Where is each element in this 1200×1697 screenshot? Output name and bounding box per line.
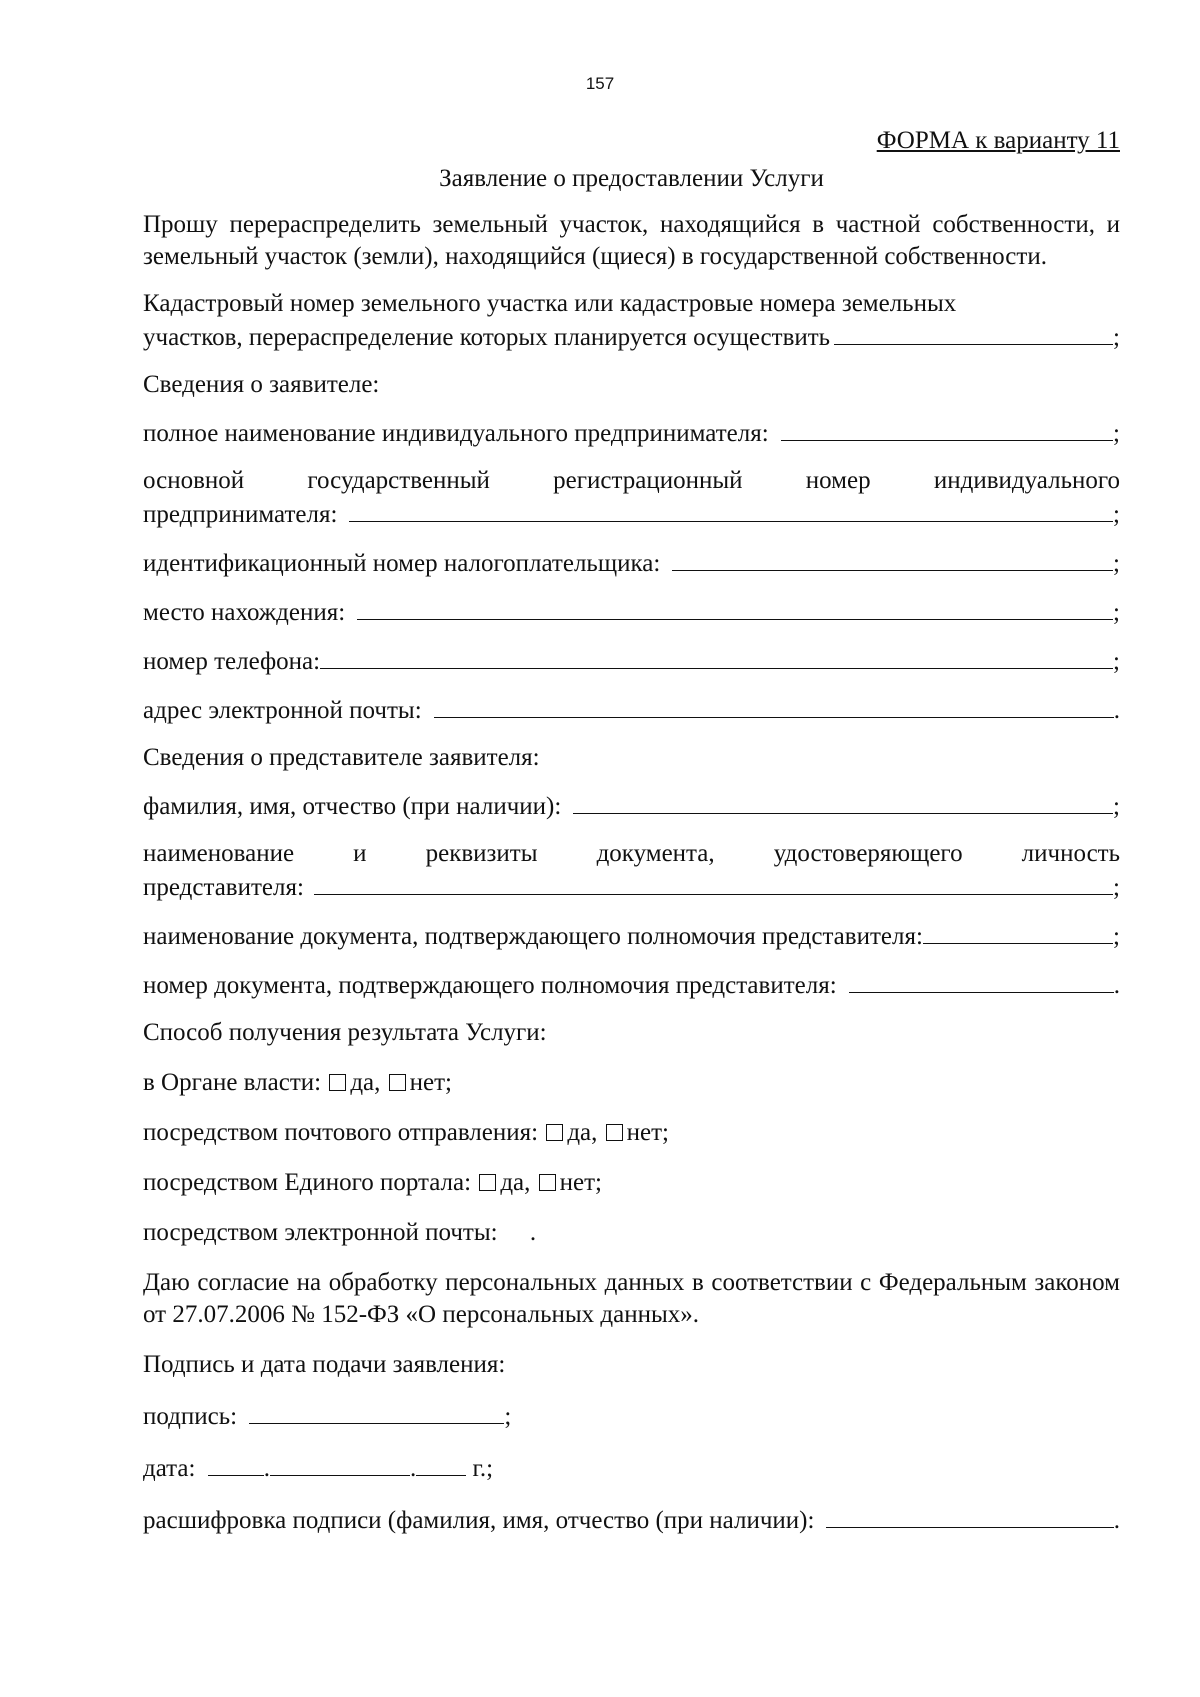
form-content	[143, 125, 1120, 1537]
post-no-checkbox[interactable]	[606, 1124, 623, 1141]
location-label: место нахождения:	[143, 599, 346, 626]
punct: .	[409, 1455, 417, 1482]
phone-label: номер телефона:	[143, 648, 321, 675]
punct: ;	[1113, 599, 1120, 626]
representative-heading: Сведения о представителе заявителя:	[143, 744, 540, 771]
ogrnip-field[interactable]	[349, 497, 1113, 522]
yes-label: да,	[567, 1119, 598, 1146]
full-name-row	[143, 416, 1120, 450]
decode-row	[143, 1503, 1120, 1537]
rep-id-field[interactable]	[314, 870, 1113, 895]
authority-num-label: номер документа, подтверждающего полномочия представителя:	[143, 972, 837, 999]
date-label: дата:	[143, 1455, 196, 1482]
sign-label: подпись:	[143, 1403, 238, 1430]
delivery-portal-label: посредством Единого портала:	[143, 1169, 472, 1196]
organ-yes-checkbox[interactable]	[329, 1074, 346, 1091]
yes-label: да,	[350, 1069, 381, 1096]
email-label: адрес электронной почты:	[143, 697, 422, 724]
delivery-post-row	[143, 1117, 1120, 1149]
punct: .	[263, 1455, 270, 1482]
date-year-field[interactable]	[416, 1451, 466, 1476]
rep-id-line1: наименование и реквизиты документа, удостоверяющего личность	[143, 840, 1120, 867]
full-name-label: полное наименование индивидуального предпринимателя:	[143, 420, 769, 447]
form-title: Заявление о предоставлении Услуги	[439, 165, 824, 192]
delivery-organ-row	[143, 1067, 1120, 1099]
rep-fio-row	[143, 789, 1120, 823]
authority-doc-label: наименование документа, подтверждающего полномочия представителя:	[143, 923, 923, 950]
delivery-organ-label: в Органе власти:	[143, 1069, 322, 1096]
punct: ;	[1113, 874, 1120, 901]
no-label: нет;	[559, 1169, 603, 1196]
rep-id-row	[143, 870, 1120, 904]
delivery-heading: Способ получения результата Услуги:	[143, 1019, 547, 1046]
no-label: нет;	[626, 1119, 670, 1146]
delivery-post-label: посредством почтового отправления:	[143, 1119, 539, 1146]
sign-field[interactable]	[249, 1399, 504, 1424]
punct: ;	[1113, 501, 1120, 528]
delivery-email-row	[143, 1217, 1120, 1249]
authority-doc-field[interactable]	[923, 919, 1113, 944]
portal-yes-checkbox[interactable]	[479, 1174, 496, 1191]
inn-label: идентификационный номер налогоплательщика:	[143, 550, 661, 577]
phone-row	[143, 644, 1120, 678]
phone-field[interactable]	[320, 644, 1113, 669]
punct: ;	[1113, 923, 1120, 950]
ogrnip-row	[143, 497, 1120, 531]
request-text: Прошу перераспределить земельный участок, находящийся в частной собственности, и земельный участок (земли), находящийся (щиеся) в государственной собственности.	[143, 211, 1120, 270]
authority-num-row	[143, 968, 1120, 1002]
punct: .	[1113, 697, 1120, 724]
ogrnip-line1: основной государственный регистрационный номер индивидуального	[143, 467, 1120, 494]
location-row	[143, 595, 1120, 629]
punct: ;	[1113, 324, 1120, 351]
post-yes-checkbox[interactable]	[546, 1124, 563, 1141]
authority-num-field[interactable]	[849, 968, 1114, 993]
organ-no-checkbox[interactable]	[389, 1074, 406, 1091]
punct: ;	[1113, 793, 1120, 820]
cadastral-row	[143, 320, 1120, 354]
full-name-field[interactable]	[781, 416, 1113, 441]
date-month-field[interactable]	[270, 1451, 410, 1476]
decode-label: расшифровка подписи (фамилия, имя, отчество (при наличии):	[143, 1507, 815, 1534]
applicant-heading: Сведения о заявителе:	[143, 371, 380, 398]
inn-row	[143, 546, 1120, 580]
cadastral-label: участков, перераспределение которых планируется осуществить	[143, 324, 831, 351]
delivery-email-label: посредством электронной почты:	[143, 1219, 498, 1246]
portal-no-checkbox[interactable]	[539, 1174, 556, 1191]
rep-fio-label: фамилия, имя, отчество (при наличии):	[143, 793, 562, 820]
date-row	[143, 1451, 1120, 1485]
punct: .	[1113, 1507, 1120, 1534]
year-suffix: г.;	[472, 1455, 494, 1482]
punct: ;	[1113, 550, 1120, 577]
decode-field[interactable]	[826, 1503, 1113, 1528]
cadastral-field[interactable]	[834, 320, 1113, 345]
punct: ;	[504, 1403, 512, 1430]
sign-row	[143, 1399, 1120, 1433]
consent-text: Даю согласие на обработку персональных данных в соответствии с Федеральным законом от 27.07.2006 № 152-ФЗ «О персональных данных».	[143, 1269, 1120, 1328]
yes-label: да,	[500, 1169, 531, 1196]
form-label: ФОРМА к варианту 11	[876, 127, 1120, 154]
date-day-field[interactable]	[208, 1451, 264, 1476]
signature-heading: Подпись и дата подачи заявления:	[143, 1351, 506, 1378]
delivery-portal-row	[143, 1167, 1120, 1199]
page-number: 157	[585, 74, 615, 93]
rep-fio-field[interactable]	[573, 789, 1113, 814]
punct: .	[1113, 972, 1120, 999]
punct: ;	[1113, 420, 1120, 447]
email-row	[143, 693, 1120, 727]
inn-field[interactable]	[672, 546, 1113, 571]
delivery-email-value: .	[529, 1219, 537, 1246]
rep-id-label: представителя:	[143, 874, 304, 901]
location-field[interactable]	[357, 595, 1113, 620]
ogrnip-label: предпринимателя:	[143, 501, 338, 528]
email-field[interactable]	[434, 693, 1114, 718]
no-label: нет;	[409, 1069, 453, 1096]
punct: ;	[1113, 648, 1120, 675]
cadastral-line1: Кадастровый номер земельного участка или кадастровые номера земельных	[143, 290, 957, 317]
authority-doc-row	[143, 919, 1120, 953]
